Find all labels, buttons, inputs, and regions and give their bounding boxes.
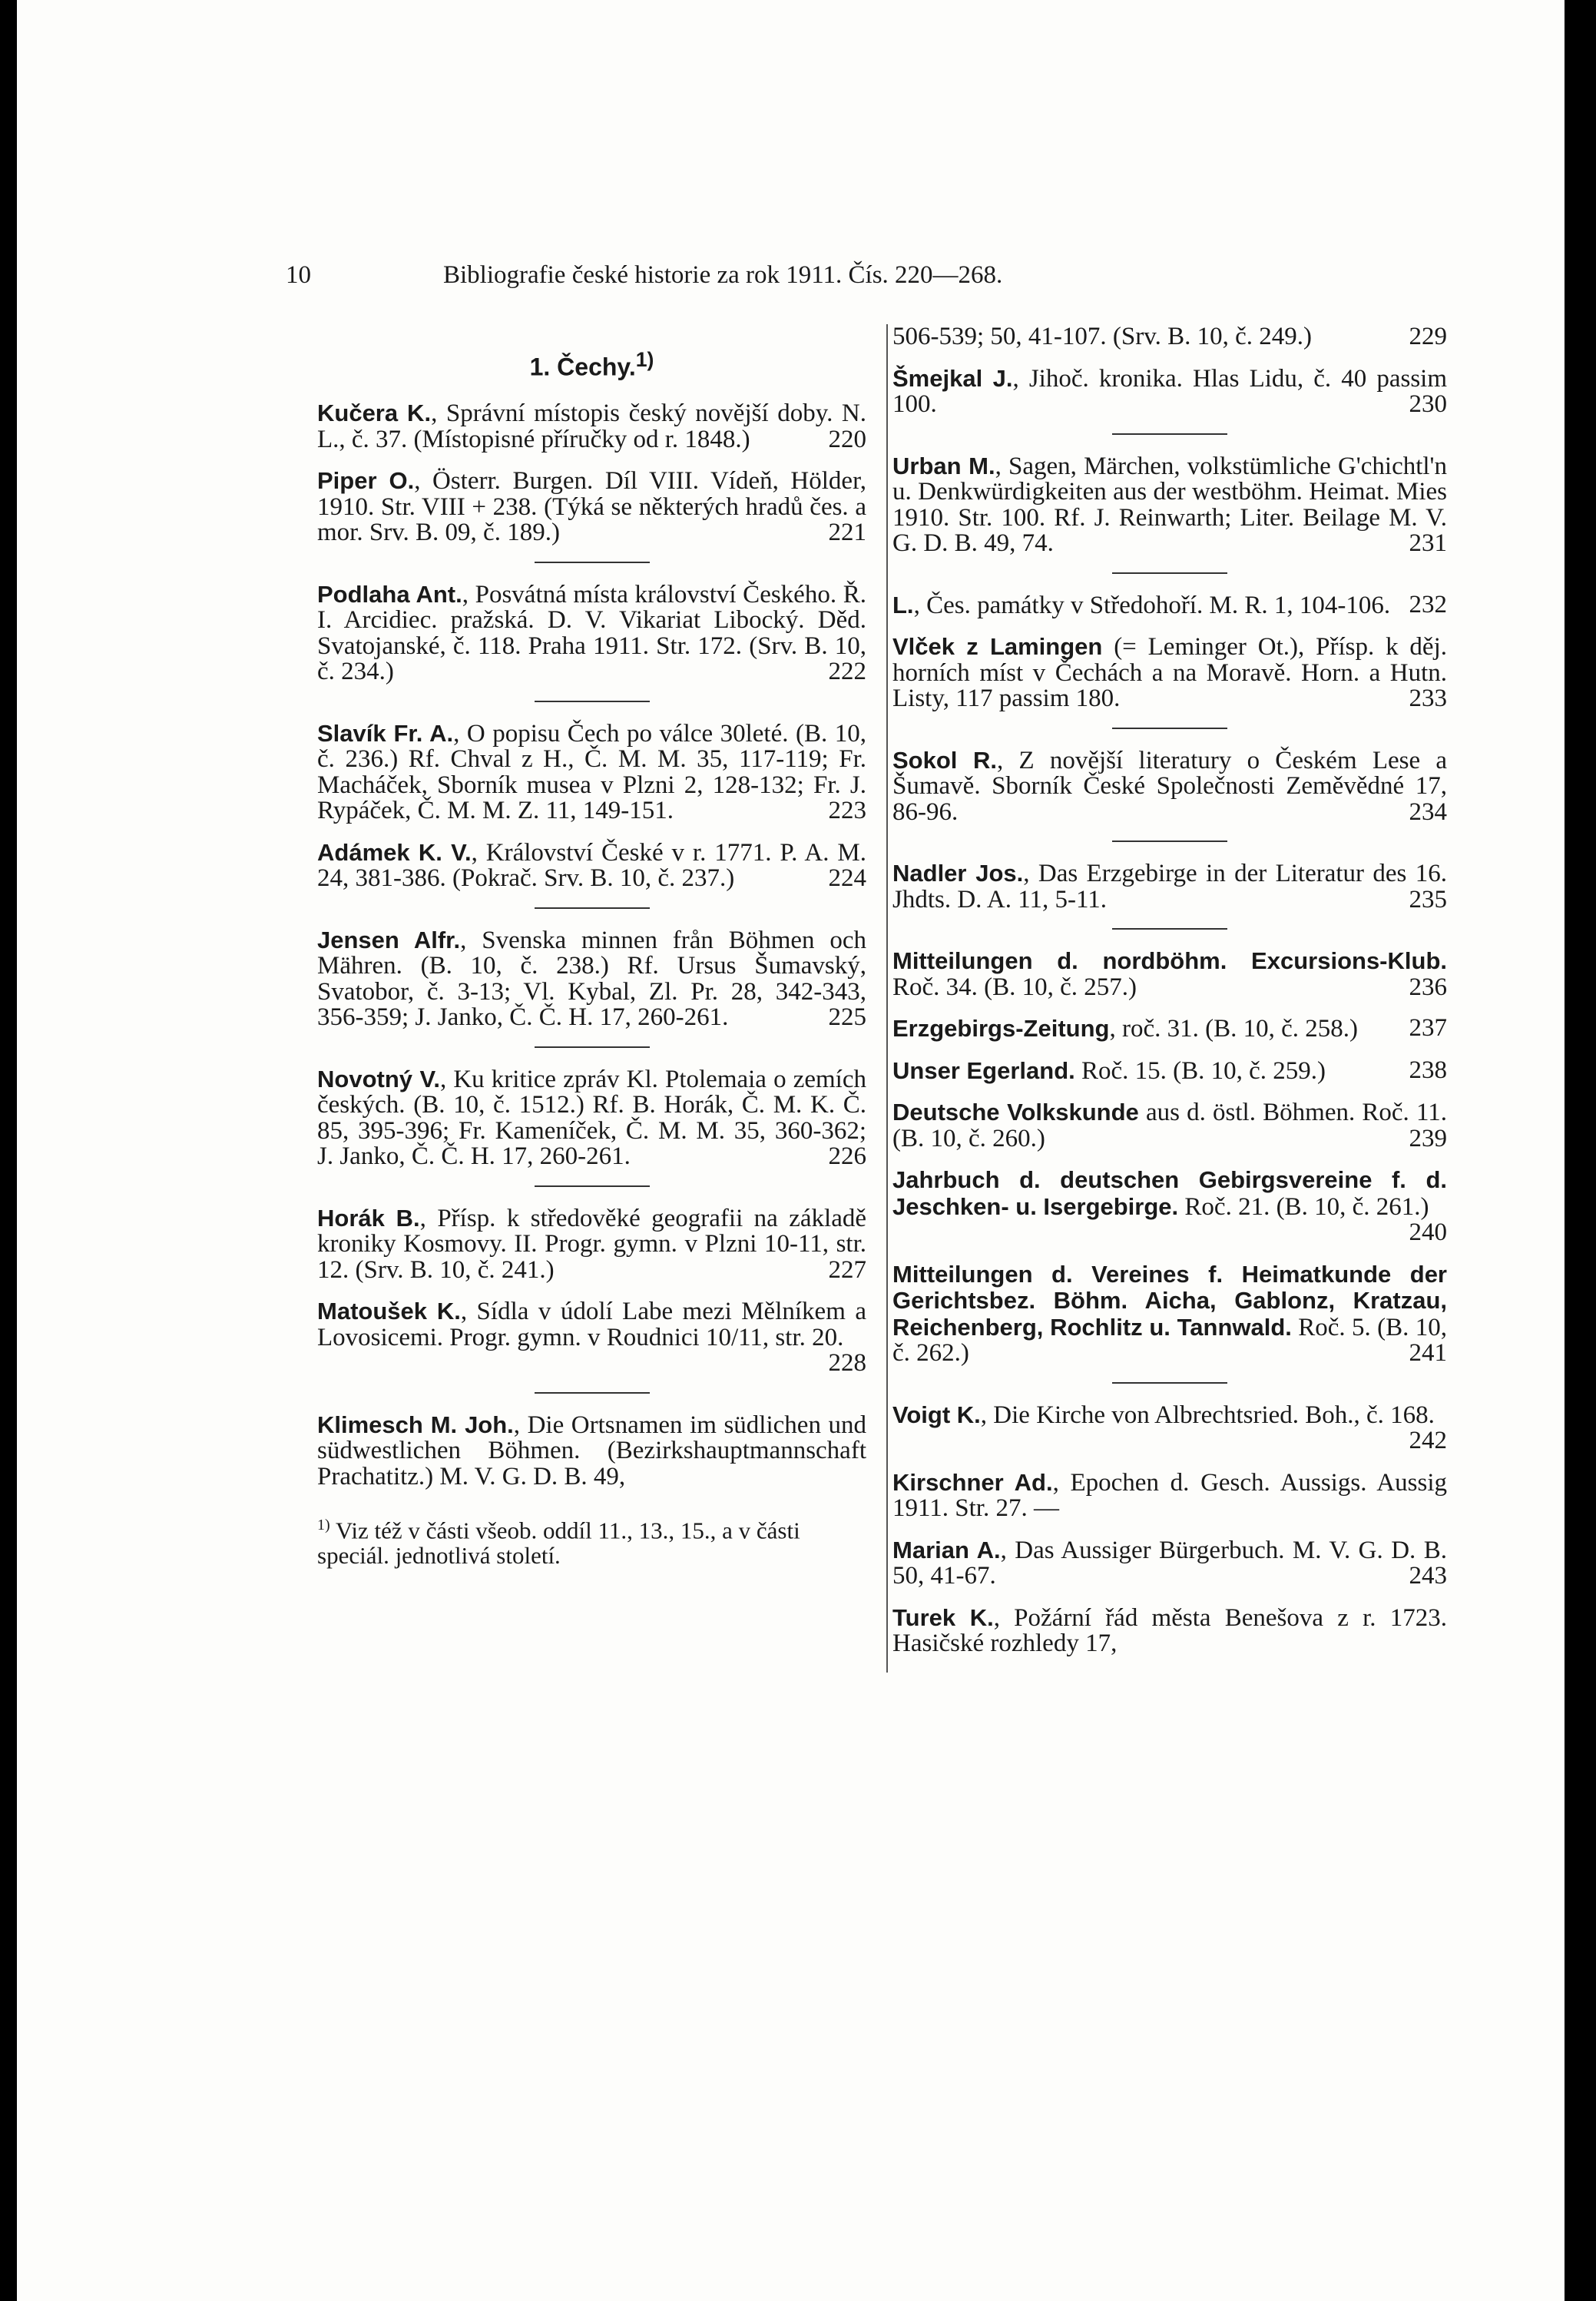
bib-entry (892, 1058, 1447, 1085)
entry-text: , Das Erzgebirge in der Literatur des 16. Jhdts. D. A. 11, 5-11. (892, 860, 1448, 913)
bib-entry (317, 468, 866, 546)
entry-text: , Die Ortsnamen im südlichen und südwestlichen Böhmen. (Bezirkshauptmannschaft Prachatitz.) M. V. G. D. B. 49, (317, 1411, 866, 1490)
entry-text: , Svenska minnen från Böhmen och Mähren. (B. 10, č. 238.) Rf. Ursus Šumavský, Svatobor, č. 3-13; Vl. Kybal, Zl. Pr. 28, 342-343, 356-359; J. Janko, Č. Č. H. 17, 260-261. (317, 926, 867, 1032)
entry-number: 241 (1409, 1339, 1447, 1367)
footnote-ref: 1) (635, 348, 654, 371)
right-column (886, 324, 1447, 1673)
entry-number: 233 (1409, 685, 1447, 712)
entry-number: 224 (828, 864, 866, 893)
entry-number: 226 (828, 1142, 866, 1171)
page-header (286, 252, 1361, 298)
bib-entry (892, 1167, 1447, 1246)
left-entries (317, 400, 866, 1490)
divider-rule (535, 1392, 650, 1394)
entry-number: 242 (1409, 1427, 1447, 1454)
entry-text: , Přísp. k středověké geografii na základě kroniky Kosmovy. II. Progr. gymn. v Plzni 10-11, str. 12. (Srv. B. 10, č. 241.) (317, 1204, 866, 1284)
entry-author: Urban M. (892, 452, 995, 479)
bib-entry (892, 1402, 1447, 1454)
entry-number: 223 (828, 797, 866, 825)
bib-entry (317, 721, 866, 824)
entry-number: 220 (828, 425, 866, 453)
bib-entry (317, 1066, 866, 1170)
entry-text: , Epochen d. Gesch. Aussigs. Aussig 1911. Str. 27. — (892, 1468, 1447, 1522)
footnote-text: Viz též v části všeob. oddíl 11., 13., 15., a v části speciál. jednotlivá století. (317, 1517, 800, 1570)
entry-text: Roč. 34. (B. 10, č. 257.) (892, 973, 1137, 1001)
bib-entry (892, 1537, 1447, 1590)
entry-author: Slavík Fr. A. (317, 719, 454, 747)
entry-author: Jahrbuch d. deutschen Gebirgsvereine f. d. Jeschken- u. Isergebirge. (892, 1166, 1447, 1220)
bib-entry (892, 592, 1447, 619)
bib-entry (892, 1099, 1447, 1152)
bib-entry (317, 1298, 866, 1377)
entry-number: 225 (828, 1003, 866, 1032)
entry-author: Adámek K. V. (317, 838, 472, 866)
entry-text: , Sídla v údolí Labe mezi Mělníkem a Lovosicemi. Progr. gymn. v Roudnici 10/11, str. 20. (317, 1298, 866, 1351)
divider-rule (1112, 572, 1227, 574)
section-title-text: 1. Čechy. (529, 353, 636, 381)
entry-text: , Ku kritice zpráv Kl. Ptolemaia o zemích českých. (B. 10, č. 1512.) Rf. B. Horák, Č. M. K. Č. 85, 395-396; Fr. Kameníček, Č. M. M. 35, 360-362; J. Janko, Č. Č. H. 17, 260-261. (317, 1065, 866, 1171)
entry-number: 227 (828, 1255, 866, 1284)
bib-entry (317, 1412, 866, 1490)
left-column (317, 324, 866, 1568)
entry-number: 231 (1409, 529, 1447, 557)
entry-author: Piper O. (317, 467, 415, 495)
bib-entry (317, 840, 866, 892)
bib-entry (892, 1470, 1447, 1522)
entry-author: Turek K. (892, 1603, 994, 1631)
entry-text: , Správní místopis český novější doby. N. L., č. 37. (Místopisné příručky od r. 1848.) (317, 400, 866, 453)
entry-number: 239 (1409, 1124, 1447, 1152)
entry-text: 506-539; 50, 41-107. (Srv. B. 10, č. 249.) (892, 323, 1312, 350)
bib-entry (892, 748, 1447, 826)
entry-text: , Z novější literatury o Českém Lese a Šumavě. Sborník České Společnosti Zeměvědné 17, 86-96. (892, 746, 1448, 826)
entry-number: 240 (1409, 1218, 1447, 1246)
entry-author: Deutsche Volkskunde (892, 1099, 1139, 1126)
bib-entry (892, 1016, 1447, 1043)
page-sheet (17, 0, 1565, 2301)
entry-number: 222 (828, 658, 866, 686)
entry-text: aus d. östl. Böhmen. Roč. 11. (B. 10, č. 260.) (892, 1099, 1447, 1152)
entry-text: , O popisu Čech po válce 30leté. (B. 10, č. 236.) Rf. Chval z H., Č. M. M. 35, 117-119; Fr. Macháček, Sborník musea v Plzni 2, 128-132; Fr. J. Rypáček, Č. M. M. Z. 11, 149-151. (317, 719, 866, 825)
bib-entry (317, 927, 866, 1031)
section-title (317, 347, 866, 380)
entry-author: Klimesch M. Joh. (317, 1411, 514, 1438)
entry-author: Nadler Jos. (892, 860, 1024, 887)
entry-text: , Království České v r. 1771. P. A. M. 24, 381-386. (Pokrač. Srv. B. 10, č. 237.) (317, 838, 866, 893)
entry-text: , Sagen, Märchen, volkstümliche G'chichtl'n u. Denkwürdigkeiten aus der westböhm. Heimat. Mies 1910. Str. 100. Rf. J. Reinwarth; Liter. Beilage M. V. G. D. B. 49, 74. (892, 452, 1447, 557)
entry-text: , Die Kirche von Albrechtsried. Boh., č. 168. (980, 1401, 1435, 1429)
entry-author: Jensen Alfr. (317, 926, 461, 953)
bib-entry (892, 948, 1447, 1000)
divider-rule (1112, 728, 1227, 729)
entry-author: Erzgebirgs-Zeitung (892, 1015, 1110, 1042)
divider-rule (535, 1185, 650, 1187)
entry-author: Vlček z Lamingen (892, 633, 1103, 660)
bib-entry (892, 860, 1447, 913)
bib-entry (317, 1205, 866, 1284)
entry-number: 230 (1409, 390, 1447, 418)
entry-author: Voigt K. (892, 1401, 981, 1428)
entry-number: 235 (1409, 885, 1447, 913)
entry-text: , Čes. památky v Středohoří. M. R. 1, 104-106. (913, 591, 1391, 619)
divider-rule (535, 907, 650, 909)
entry-author: L. (892, 591, 914, 618)
divider-rule (1112, 840, 1227, 842)
entry-text: , Požární řád města Benešova z r. 1723. Hasičské rozhledy 17, (892, 1603, 1447, 1657)
bib-entry (892, 1262, 1447, 1367)
entry-number: 232 (1409, 590, 1447, 618)
entry-author: Novotný V. (317, 1065, 440, 1092)
bib-entry (317, 582, 866, 685)
entry-text: Roč. 15. (B. 10, č. 259.) (1074, 1056, 1326, 1085)
page-number: 10 (286, 261, 311, 289)
entry-author: Kirschner Ad. (892, 1468, 1053, 1496)
entry-text: , Posvátná místa království Českého. Ř. I. Arcidiec. pražská. D. V. Vikariat Libocký. Děd. Svatojanské, č. 118. Praha 1911. Str. 172. (Srv. B. 10, č. 234.) (317, 580, 866, 686)
entry-number: 236 (1409, 973, 1447, 1001)
entry-author: Sokol R. (892, 746, 997, 774)
bib-entry (892, 366, 1447, 418)
entry-author: Kučera K. (317, 400, 432, 427)
entry-text: Roč. 5. (B. 10, č. 262.) (892, 1313, 1447, 1367)
entry-text: , roč. 31. (B. 10, č. 258.) (1109, 1015, 1358, 1043)
entry-author: Mitteilungen d. nordböhm. Excursions-Klub. (892, 947, 1447, 974)
running-title: Bibliografie české historie za rok 1911. Čís. 220—268. (443, 261, 1003, 289)
divider-rule (1112, 928, 1227, 930)
entry-number: 221 (828, 519, 866, 547)
entry-number: 229 (1409, 323, 1447, 350)
entry-author: Horák B. (317, 1204, 420, 1232)
entry-number: 237 (1409, 1014, 1447, 1042)
right-entries (892, 366, 1447, 1657)
bib-entry (892, 453, 1447, 557)
divider-rule (535, 701, 650, 702)
footnote (317, 1513, 866, 1568)
entry-author: Marian A. (892, 1536, 1001, 1563)
entry-number: 238 (1409, 1056, 1447, 1084)
bib-entry (892, 634, 1447, 712)
entry-author: Matoušek K. (317, 1298, 461, 1325)
entry-author: Unser Egerland. (892, 1056, 1075, 1084)
entry-number: 228 (828, 1349, 866, 1378)
continuation-entry (892, 324, 1447, 350)
divider-rule (1112, 1382, 1227, 1384)
bib-entry (317, 400, 866, 453)
divider-rule (535, 1046, 650, 1048)
entry-number: 243 (1409, 1562, 1447, 1590)
entry-text: Roč. 21. (B. 10, č. 261.) (1178, 1192, 1429, 1221)
divider-rule (1112, 433, 1227, 435)
entry-author: Podlaha Ant. (317, 580, 462, 608)
entry-text: , Österr. Burgen. Díl VIII. Vídeň, Hölder, 1910. Str. VIII + 238. (Týká se některých hradů čes. a mor. Srv. B. 09, č. 189.) (317, 467, 866, 547)
entry-author: Mitteilungen d. Vereines f. Heimatkunde der Gerichtsbez. Böhm. Aicha, Gablonz, Kratzau, Reichenberg, Rochlitz u. Tannwald. (892, 1260, 1447, 1341)
entry-author: Šmejkal J. (892, 364, 1013, 392)
entry-text: (= Leminger Ot.), Přísp. k děj. horních míst v Čechách a na Moravě. Horn. a Hutn. Listy, 117 passim 180. (892, 633, 1447, 712)
bib-entry (892, 1605, 1447, 1657)
entry-text: , Jihoč. kronika. Hlas Lidu, č. 40 passim 100. (892, 364, 1447, 418)
footnote-mark: 1) (317, 1517, 330, 1534)
entry-text: , Das Aussiger Bürgerbuch. M. V. G. D. B. 50, 41-67. (892, 1536, 1447, 1590)
entry-number: 234 (1409, 797, 1447, 826)
divider-rule (535, 562, 650, 563)
